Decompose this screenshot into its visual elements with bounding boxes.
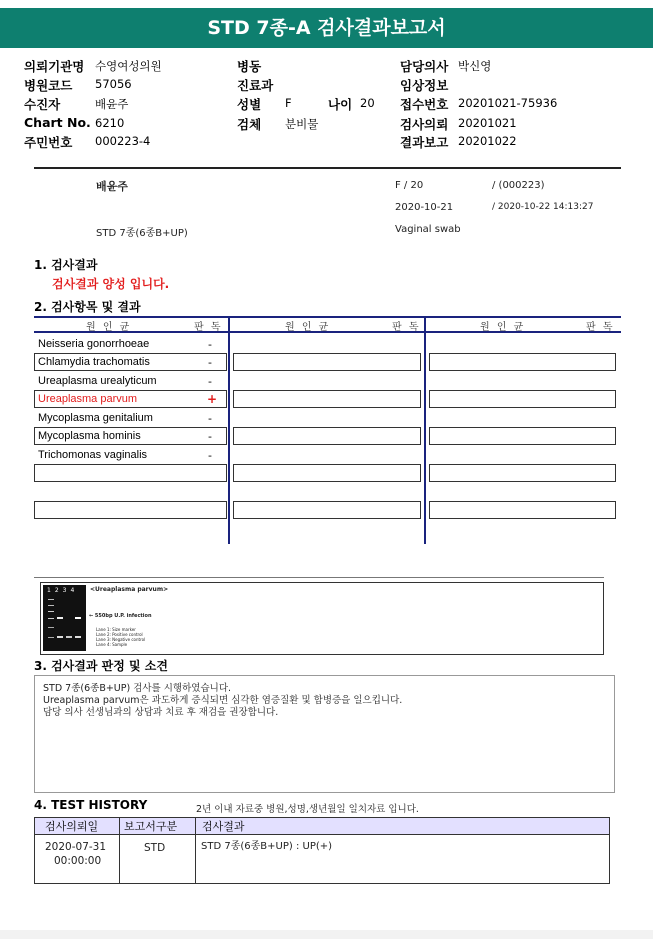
age-label: 나이 — [328, 97, 353, 112]
patient-name: 배윤주 — [96, 180, 128, 193]
recipient-value: 배윤주 — [95, 97, 129, 111]
ward-label: 병동 — [237, 59, 262, 74]
col-judge-3: 판 독 — [586, 322, 615, 333]
organism-name: Neisseria gonorrhoeae — [38, 338, 150, 350]
organism-name: Mycoplasma genitalium — [38, 412, 153, 424]
gel-legend: Lane 3: Negative control — [96, 637, 146, 642]
specimen-value: 분비물 — [285, 117, 319, 131]
history-note: 2년 이내 자료중 병원,성명,생년월일 일치자료 입니다. — [196, 804, 419, 815]
col-organism-2: 원 인 균 — [285, 322, 331, 333]
gel-legend: Lane 2: Positive control — [96, 632, 143, 637]
history-col-sep — [195, 818, 196, 883]
col-judge-1: 판 독 — [194, 322, 223, 333]
report-label: 결과보고 — [400, 135, 449, 150]
section2-heading: 2. 검사항목 및 결과 — [34, 300, 141, 314]
report-datetime: / 2020-10-22 14:13:27 — [492, 202, 594, 212]
col-judge-2: 판 독 — [392, 322, 421, 333]
lane-label: 4 — [70, 587, 79, 594]
header-divider — [34, 167, 621, 169]
gel-legend: Lane 1: Size marker — [96, 627, 136, 632]
gel-legend: Lane 4: Sample — [96, 642, 128, 647]
age-value: 20 — [360, 96, 375, 110]
hospital-code-label: 병원코드 — [24, 78, 73, 93]
findings-line: Ureaplasma parvum은 과도하게 증식되면 심각한 염증질환 및 합병증을 일으킵니다. — [43, 695, 403, 706]
organism-name: Chlamydia trachomatis — [38, 356, 150, 368]
receipt-value: 20201021-75936 — [458, 96, 558, 110]
recipient-label: 수진자 — [24, 97, 61, 112]
history-type: STD — [144, 842, 166, 854]
doctor-value: 박신영 — [458, 59, 492, 73]
col-organism-1: 원 인 균 — [86, 322, 132, 333]
clinical-label: 임상정보 — [400, 78, 449, 93]
history-table — [34, 817, 610, 884]
lane-label: 1 — [47, 587, 55, 594]
organism-name: Trichomonas vaginalis — [38, 449, 148, 461]
organism-result: - — [208, 412, 212, 425]
report-value: 20201022 — [458, 134, 517, 148]
empty-cell — [233, 427, 421, 445]
patient-sex-age: F / 20 — [395, 180, 424, 191]
institution-value: 수영여성의원 — [95, 59, 162, 73]
history-col-result: 검사결과 — [202, 820, 245, 833]
history-result: STD 7종(6종B+UP) : UP(+) — [201, 841, 333, 852]
findings-line: STD 7종(6종B+UP) 검사를 시행하였습니다. — [43, 683, 232, 694]
result-summary: 검사결과 양성 입니다. — [52, 277, 170, 291]
patient-id: / (000223) — [492, 180, 545, 191]
section3-heading: 3. 검사결과 판정 및 소견 — [34, 659, 168, 673]
request-value: 20201021 — [458, 116, 517, 130]
specimen-label: 검체 — [237, 117, 262, 132]
chart-value: 6210 — [95, 116, 125, 130]
request-label: 검사의뢰 — [400, 117, 449, 132]
empty-cell — [233, 501, 421, 519]
section4-heading: 4. TEST HISTORY — [34, 798, 148, 812]
empty-cell — [429, 353, 616, 371]
request-date: 2020-10-21 — [395, 202, 454, 213]
specimen-type: Vaginal swab — [395, 224, 461, 235]
empty-cell — [429, 501, 616, 519]
history-col-date: 검사의뢰일 — [45, 820, 99, 833]
history-date: 2020-07-31 — [45, 841, 107, 853]
organism-result: - — [208, 430, 212, 443]
findings-line: 담당 의사 선생님과의 상담과 치료 후 재검을 권장합니다. — [43, 707, 279, 718]
gel-title: <Ureaplasma parvum> — [90, 586, 169, 593]
report-title: STD 7종-A 검사결과보고서 — [0, 8, 653, 48]
institution-label: 의뢰기관명 — [24, 59, 85, 74]
result-cell — [34, 501, 227, 519]
sex-label: 성별 — [237, 97, 262, 112]
organism-name: Mycoplasma hominis — [38, 430, 141, 442]
resident-value: 000223-4 — [95, 134, 151, 148]
empty-cell — [233, 464, 421, 482]
col-organism-3: 원 인 균 — [480, 322, 526, 333]
history-col-type: 보고서구분 — [124, 820, 178, 833]
organism-result: - — [208, 375, 212, 388]
organism-result: - — [208, 356, 212, 369]
empty-cell — [429, 464, 616, 482]
lane-label: 3 — [62, 587, 71, 594]
results-grid-divider-1 — [228, 316, 230, 544]
sex-value: F — [285, 96, 292, 110]
doctor-label: 담당의사 — [400, 59, 449, 74]
organism-result: - — [208, 338, 212, 351]
history-time: 00:00:00 — [54, 855, 102, 867]
result-cell — [34, 464, 227, 482]
results-grid-divider-2 — [424, 316, 426, 544]
receipt-label: 접수번호 — [400, 97, 449, 112]
organism-name-positive: Ureaplasma parvum — [38, 393, 138, 405]
organism-result-positive: + — [207, 392, 218, 406]
history-col-sep — [119, 818, 120, 883]
dept-label: 진료과 — [237, 78, 274, 93]
resident-label: 주민번호 — [24, 135, 73, 150]
organism-result: - — [208, 449, 212, 462]
section1-heading: 1. 검사결과 — [34, 258, 98, 272]
gel-image — [43, 585, 86, 651]
gel-divider — [34, 577, 604, 578]
gel-band-label: ← 550bp U.P. infection — [89, 613, 152, 619]
empty-cell — [429, 390, 616, 408]
hospital-code-value: 57056 — [95, 77, 132, 91]
history-header-row — [35, 818, 609, 835]
empty-cell — [233, 390, 421, 408]
organism-name: Ureaplasma urealyticum — [38, 375, 157, 387]
empty-cell — [429, 427, 616, 445]
test-name: STD 7종(6종B+UP) — [96, 228, 188, 239]
empty-cell — [233, 353, 421, 371]
chart-label: Chart No. — [24, 115, 91, 130]
lane-label: 2 — [54, 587, 63, 594]
